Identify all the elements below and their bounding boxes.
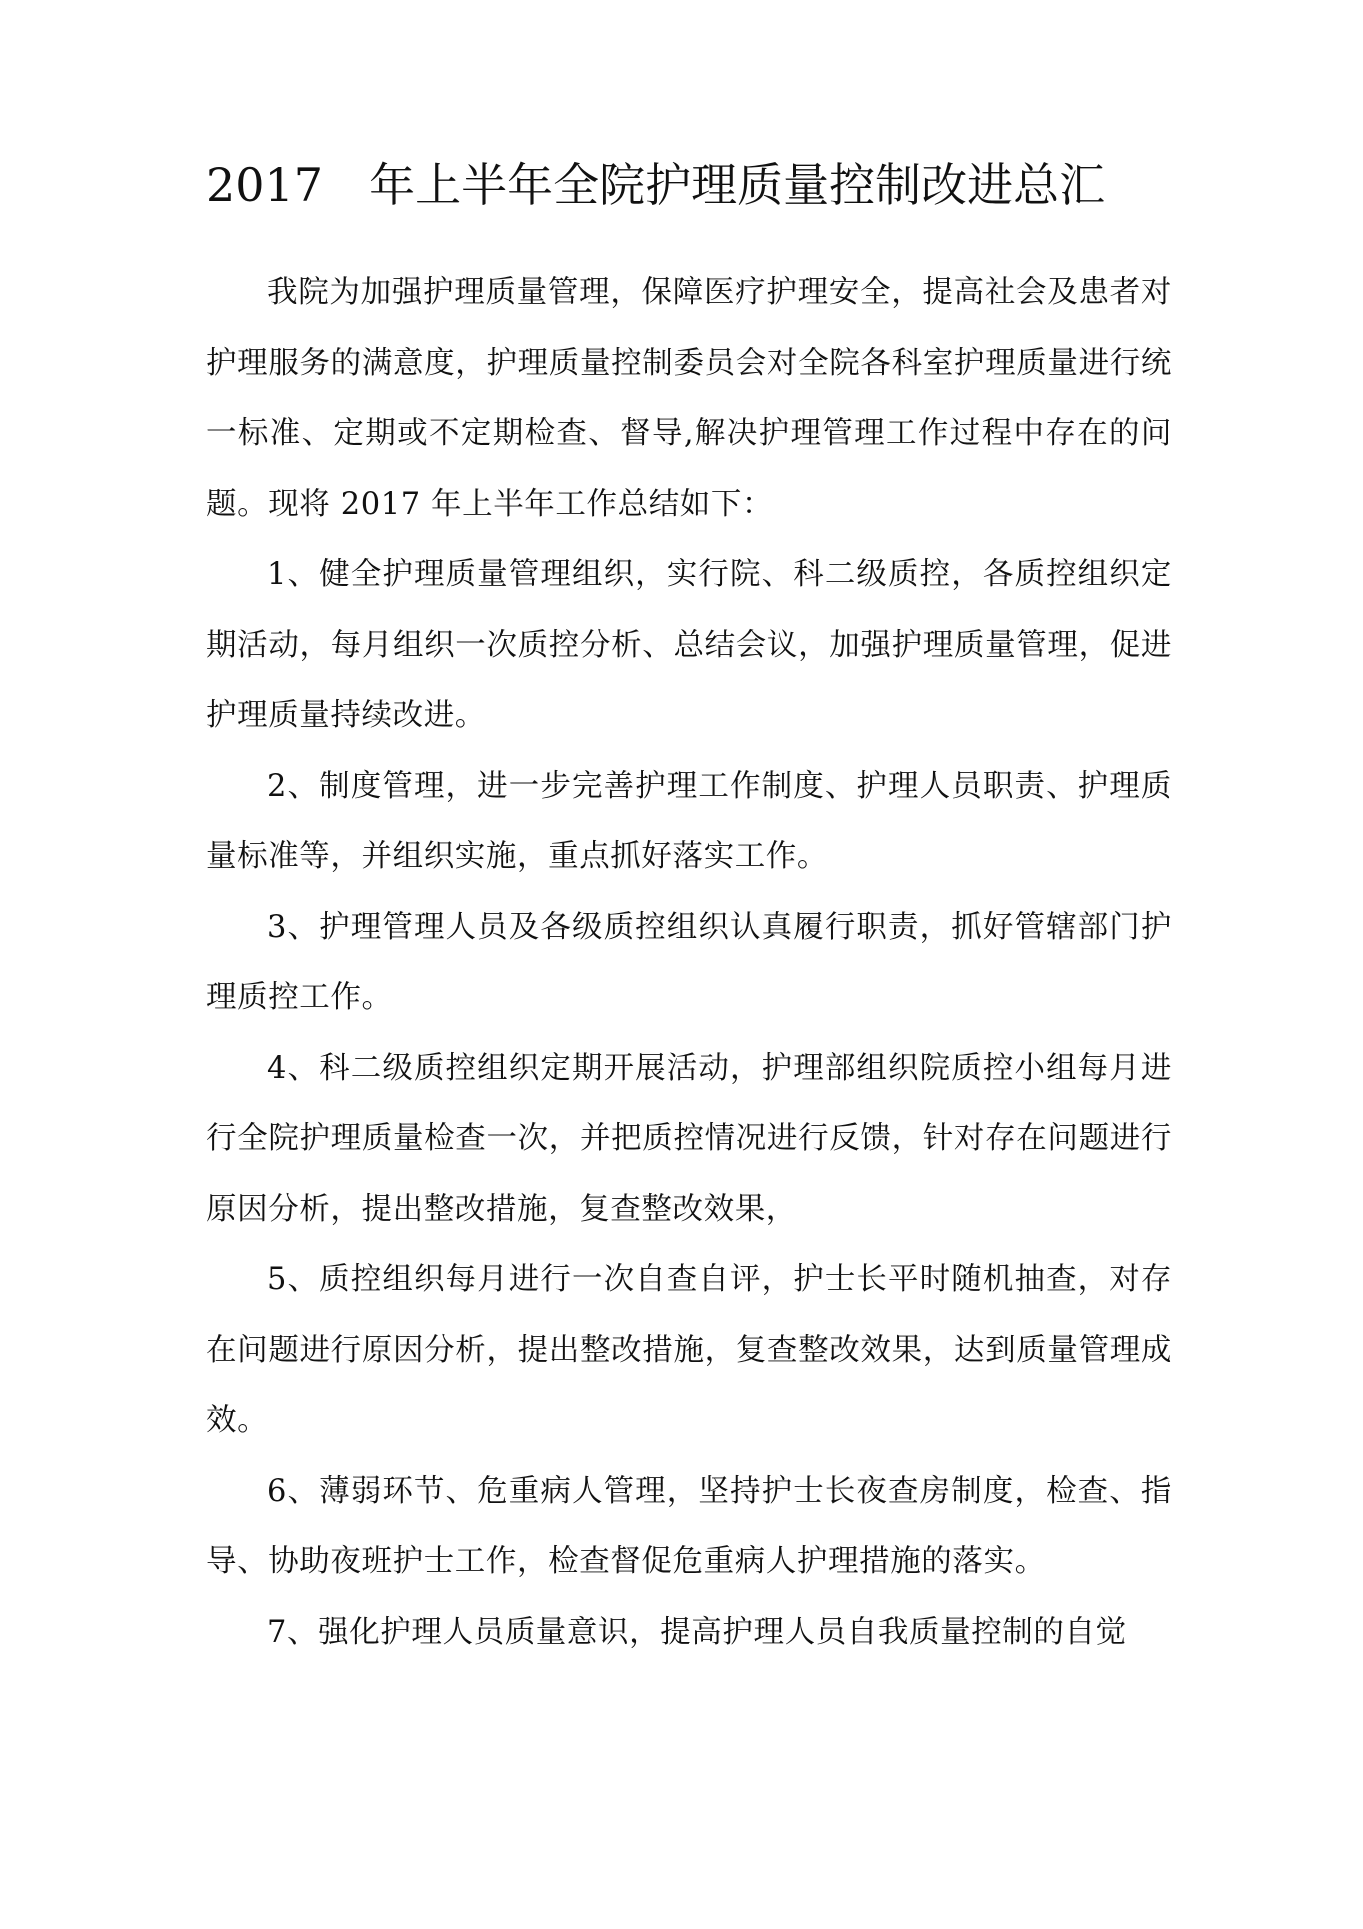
item-paragraph-7: 7、强化护理人员质量意识，提高护理人员自我质量控制的自觉 <box>267 1614 1127 1650</box>
item-paragraph-6: 6、薄弱环节、危重病人管理，坚持护士长夜查房制度，检查、指导、协助夜班护士工作，检查督促危重病人护理措施的落实。 <box>206 1473 1172 1579</box>
document-title <box>206 150 1206 220</box>
item-paragraph-3: 3、护理管理人员及各级质控组织认真履行职责，抓好管辖部门护理质控工作。 <box>206 909 1172 1015</box>
item-paragraph-4: 4、科二级质控组织定期开展活动，护理部组织院质控小组每月进行全院护理质量检查一次，并把质控情况进行反馈，针对存在问题进行原因分析，提出整改措施，复查整改效果， <box>206 1050 1172 1227</box>
document-body <box>206 258 1172 1668</box>
item-paragraph-5: 5、质控组织每月进行一次自查自评，护士长平时随机抽查，对存在问题进行原因分析，提出整改措施，复查整改效果，达到质量管理成效。 <box>206 1262 1172 1438</box>
item-paragraph-2: 2、制度管理，进一步完善护理工作制度、护理人员职责、护理质量标准等，并组织实施，重点抓好落实工作。 <box>206 768 1172 874</box>
intro-paragraph: 我院为加强护理质量管理，保障医疗护理安全，提高社会及患者对护理服务的满意度，护理质量控制委员会对全院各科室护理质量进行统一标准、定期或不定期检查、督导,解决护理管理工作过程中存在的问题。现将 2017 年上半年工作总结如下： <box>206 275 1172 522</box>
item-paragraph-1: 1、健全护理质量管理组织，实行院、科二级质控，各质控组织定期活动，每月组织一次质控分析、总结会议，加强护理质量管理，促进护理质量持续改进。 <box>206 557 1172 733</box>
title-text: 年上半年全院护理质量控制改进总汇 <box>369 158 1106 212</box>
title-year: 2017 <box>206 158 324 212</box>
